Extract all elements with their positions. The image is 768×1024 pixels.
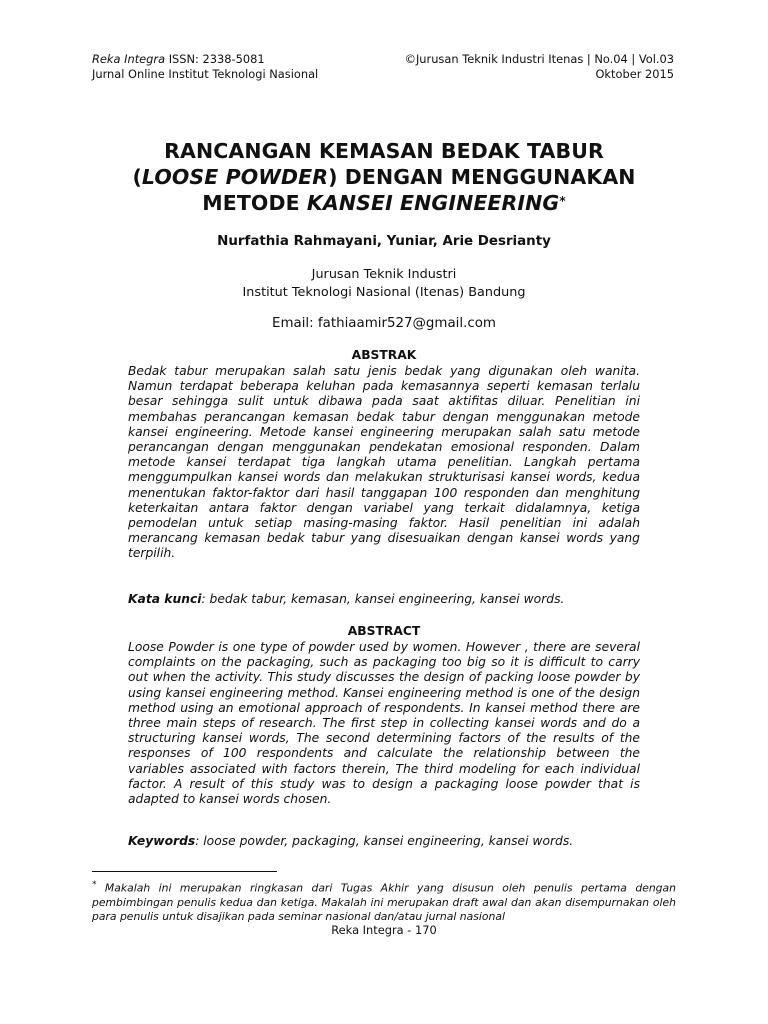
footnote-text: Makalah ini merupakan ringkasan dari Tugas Akhir yang disusun oleh penulis pertama dengan pembimbingan penulis kedua dan ketiga. Makalah ini merupakan draft awal dan akan disempurnakan oleh para penulis untuk disajikan pada seminar nasional dan/atau jurnal nasional bbox=[92, 881, 676, 923]
kata-kunci bbox=[128, 592, 668, 606]
paper-title bbox=[92, 138, 676, 216]
abstract-body: Loose Powder is one type of powder used by women. However , there are several complaints on the packaging, such as packaging too big so it is difficult to carry out when the activity. This study discusses the design of packing loose powder by using kansei engineering method. Kansei engineering method is one of the design method using an emotional approach of respondents. In kansei method there are three main steps of research. The first step in collecting kansei words and do a structuring kansei words, The second determining factors of the results of the responses of 100 respondents and calculate the relationship between the variables associated with factors therein, The third modeling for each individual factor. A result of this study was to design a packaging loose powder that is adapted to kansei words chosen. bbox=[128, 640, 640, 807]
kata-kunci-label-text: Kata kunci bbox=[128, 592, 202, 606]
title-line-1: RANCANGAN KEMASAN BEDAK TABUR bbox=[164, 139, 604, 163]
keywords-label bbox=[128, 834, 195, 848]
affiliation bbox=[92, 266, 676, 302]
journal-issn: ISSN: 2338-5081 bbox=[168, 52, 265, 66]
title-line-2 bbox=[92, 164, 676, 190]
journal-subtitle: Jurnal Online Institut Teknologi Nasional bbox=[92, 67, 319, 81]
journal-copyright: ©Jurusan Teknik Industri Itenas | No.04 | Vol.03 bbox=[404, 52, 674, 66]
title-line-3-plain: METODE bbox=[202, 191, 307, 215]
title-italic-method: KANSEI ENGINEERING bbox=[306, 191, 560, 215]
footnote-mark: * bbox=[92, 880, 97, 890]
journal-header-left bbox=[92, 52, 318, 82]
keywords bbox=[128, 834, 668, 848]
footnote-divider bbox=[92, 871, 277, 872]
kata-kunci-label bbox=[128, 592, 201, 606]
title-line-3 bbox=[92, 190, 676, 216]
footnote bbox=[92, 878, 676, 924]
title-footnote-mark: * bbox=[559, 194, 566, 208]
authors: Nurfathia Rahmayani, Yuniar, Arie Desrianty bbox=[217, 234, 551, 249]
journal-date: Oktober 2015 bbox=[595, 67, 674, 81]
keywords-label-text: Keywords bbox=[128, 834, 196, 848]
journal-header-right bbox=[405, 52, 674, 82]
abstrak-body: Bedak tabur merupakan salah satu jenis bedak yang digunakan oleh wanita. Namun terdapat beberapa keluhan pada kemasannya seperti kemasan terlalu besar sehingga sulit untuk dibawa pada saat aktifitas diluar. Penelitian ini membahas perancangan kemasan bedak tabur dengan menggunakan metode kansei engineering. Metode kansei engineering merupakan salah satu metode perancangan dengan menggunakan pendekatan emosional responden. Dalam metode kansei terdapat tiga langkah utama penelitian. Langkah pertama menggumpulkan kansei words dan melakukan strukturisasi kansei words, kedua menentukan faktor-faktor dari hasil tanggapan 100 responden dan menghitung keterkaitan antara faktor dengan variabel yang terkait didalamnya, ketiga pemodelan untuk setiap masing-masing faktor. Hasil penelitian ini adalah merancang kemasan bedak tabur yang disesuaikan dengan kansei words yang terpilih. bbox=[128, 364, 640, 561]
title-line-2-rest: ) DENGAN MENGGUNAKAN bbox=[328, 165, 636, 189]
affiliation-department: Jurusan Teknik Industri bbox=[311, 267, 457, 282]
abstract-heading: ABSTRACT bbox=[347, 624, 421, 638]
author-email: Email: fathiaamir527@gmail.com bbox=[272, 316, 496, 331]
journal-name: Reka Integra bbox=[92, 52, 166, 66]
title-paren: ( bbox=[132, 165, 142, 189]
kata-kunci-values: : bedak tabur, kemasan, kansei engineering, kansei words. bbox=[201, 592, 565, 606]
title-italic-term: LOOSE POWDER bbox=[141, 165, 329, 189]
page-number: Reka Integra - 170 bbox=[331, 923, 437, 937]
abstrak-heading: ABSTRAK bbox=[351, 348, 417, 362]
affiliation-institution: Institut Teknologi Nasional (Itenas) Bandung bbox=[242, 285, 526, 300]
keywords-values: : loose powder, packaging, kansei engineering, kansei words. bbox=[195, 834, 574, 848]
